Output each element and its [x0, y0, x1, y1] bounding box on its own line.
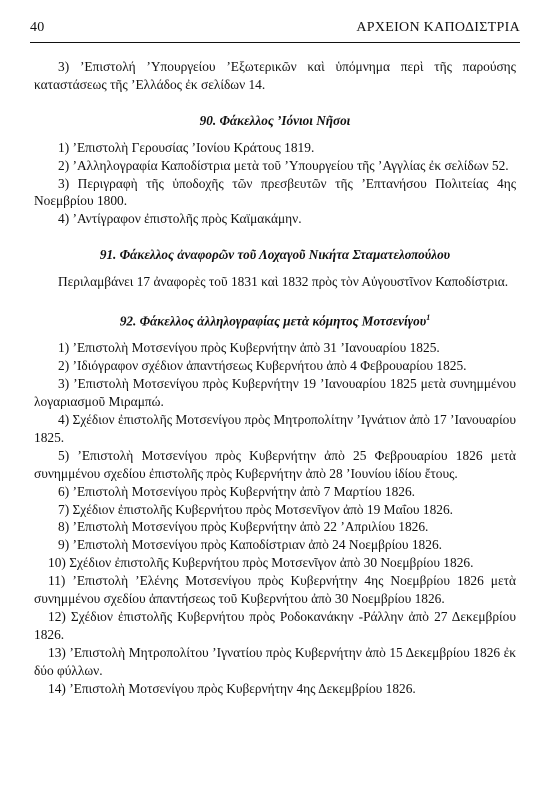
section-92-entry-7: 7) Σχέδιον ἐπιστολῆς Κυβερνήτου πρὸς Μοτσενῖγον ἀπὸ 19 Μαΐου 1826. [58, 501, 453, 517]
page-body [34, 58, 516, 697]
section-90-entry-3: 3) Περιγραφὴ τῆς ὑποδοχῆς τῶν πρεσβευτῶν τῆς ’Επτανήσου Πολιτείας 4ης Νοεμβρίου 1800. [34, 175, 516, 209]
section-90-entry-2: 2) ’Αλληλογραφία Καποδίστρια μετὰ τοῦ ’Υπουργείου τῆς ’Αγγλίας ἐκ σελίδων 52. [58, 157, 509, 173]
section-90-heading: 90. Φάκελλος ’Ιόνιοι Νῆσοι [199, 112, 351, 128]
section-92-entry-11: 11) ’Επιστολὴ ’Ελένης Μοτσενίγου πρὸς Κυβερνήτην 4ης Νοεμβρίου 1826 μετὰ συνημμένου σχεδίου ἀπαντήσεως τοῦ Κυβερνήτου ἀπὸ 30 Νοεμβρίου 1826. [34, 573, 516, 607]
page-number: 40 [30, 20, 45, 35]
section-92-entry-6: 6) ’Επιστολὴ Μοτσενίγου πρὸς Κυβερνήτην ἀπὸ 7 Μαρτίου 1826. [58, 483, 416, 499]
section-90-entry-1: 1) ’Επιστολὴ Γερουσίας ’Ιονίου Κράτους 1819. [58, 139, 315, 155]
page-header [30, 20, 520, 43]
section-92-entry-9: 9) ’Επιστολὴ Μοτσενίγου πρὸς Καποδίστριαν ἀπὸ 24 Νοεμβρίου 1826. [58, 537, 442, 553]
section-92-entry-2: 2) ’Ιδιόγραφον σχέδιον ἀπαντήσεως Κυβερνήτου ἀπὸ 4 Φεβρουαρίου 1825. [58, 358, 467, 374]
footnote-marker: 1 [426, 313, 431, 323]
section-92-entry-10: 10) Σχέδιον ἐπιστολῆς Κυβερνήτου πρὸς Μοτσενῖγον ἀπὸ 30 Νοεμβρίου 1826. [48, 555, 474, 571]
section-92-entry-5: 5) ’Επιστολὴ Μοτσενίγου πρὸς Κυβερνήτην ἀπὸ 25 Φεβρουαρίου 1826 μετὰ συνημμένου σχεδίου ἐπιστολῆς πρὸς Κυβερνήτην ἀπὸ 28 ’Ιουνίου ἰδίου ἔτους. [34, 447, 516, 481]
continuation-entry: 3) ’Επιστολή ’Υπουργείου ’Εξωτερικῶν καὶ ὑπόμνημα περὶ τῆς παρούσης καταστάσεως τῆς ’Ελλάδος ἐκ σελίδων 14. [34, 59, 516, 92]
section-92-entry-13: 13) ’Επιστολὴ Μητροπολίτου ’Ιγνατίου πρὸς Κυβερνήτην ἀπὸ 15 Δεκεμβρίου 1826 ἐκ δύο φύλλων. [34, 644, 516, 678]
section-92-entry-12: 12) Σχέδιον ἐπιστολῆς Κυβερνήτου πρὸς Ροδοκανάκην -Ράλλην ἀπὸ 27 Δεκεμβρίου 1826. [34, 608, 516, 642]
section-91-heading: 91. Φάκελλος ἀναφορῶν τοῦ Λοχαγοῦ Νικήτα Σταματελοπούλου [99, 247, 451, 263]
section-92-entry-14: 14) ’Επιστολὴ Μοτσενίγου πρὸς Κυβερνήτην 4ης Δεκεμβρίου 1826. [48, 680, 416, 696]
section-90-entry-4: 4) ’Αντίγραφον ἐπιστολῆς πρὸς Καϊμακάμην. [58, 211, 302, 227]
section-92-entry-4: 4) Σχέδιον ἐπιστολῆς Μοτσενίγου πρὸς Μητροπολίτην ’Ιγνάτιον ἀπὸ 17 ’Ιανουαρίου 1825. [34, 411, 516, 445]
section-92-heading [34, 309, 516, 330]
running-title: ΑΡΧΕΙΟΝ ΚΑΠΟΔΙΣΤΡΙΑ [356, 20, 520, 35]
section-92-entry-3: 3) ’Επιστολὴ Μοτσενίγου πρὸς Κυβερνήτην 19 ’Ιανουαρίου 1825 μετὰ συνημμένου λογαριασμοῦ Μιραμπώ. [34, 376, 516, 410]
section-92-entry-8: 8) ’Επιστολὴ Μοτσενίγου πρὸς Κυβερνήτην ἀπὸ 22 ’Απριλίου 1826. [58, 519, 429, 535]
section-91-paragraph: Περιλαμβάνει 17 ἀναφορὲς τοῦ 1831 καὶ 1832 πρὸς τὸν Αὐγουστῖνον Καποδίστρια. [58, 274, 509, 290]
section-92-heading-text: 92. Φάκελλος ἀλληλογραφίας μετὰ κόμητος Μοτσενίγου [119, 313, 427, 329]
section-92-entry-1: 1) ’Επιστολὴ Μοτσενίγου πρὸς Κυβερνήτην ἀπὸ 31 ’Ιανουαρίου 1825. [58, 340, 440, 356]
